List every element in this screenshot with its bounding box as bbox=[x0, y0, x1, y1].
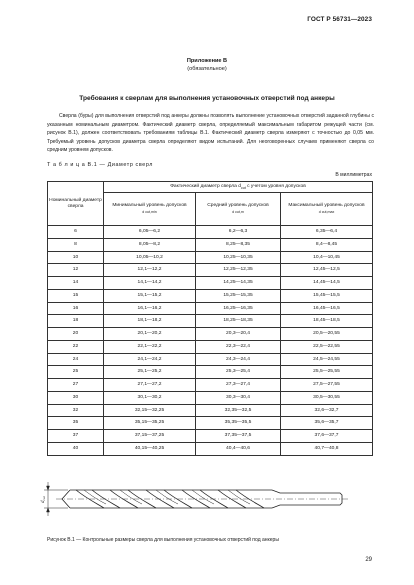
dimension-label: $d_{cut}$ bbox=[41, 496, 46, 503]
cell-min: 30,1—30,2 bbox=[104, 391, 196, 404]
cell-nominal: 8 bbox=[48, 238, 104, 251]
cell-min: 20,1—20,2 bbox=[104, 328, 196, 341]
cell-mid: 30,3—30,4 bbox=[196, 391, 281, 404]
drill-diagram bbox=[40, 468, 374, 530]
cell-max: 16,45—16,5 bbox=[281, 302, 373, 315]
annex-status: (обязательное) bbox=[187, 66, 227, 72]
cell-nominal: 15 bbox=[48, 289, 104, 302]
cell-max: 20,5—20,55 bbox=[281, 328, 373, 341]
cell-max: 35,6—35,7 bbox=[281, 417, 373, 430]
cell-nominal: 35 bbox=[48, 417, 104, 430]
table-row bbox=[48, 417, 373, 430]
cell-nominal: 37 bbox=[48, 430, 104, 443]
table-row bbox=[48, 289, 373, 302]
table-body bbox=[48, 226, 373, 456]
cell-min: 15,1—15,2 bbox=[104, 289, 196, 302]
cell-max: 40,7—40,8 bbox=[281, 442, 373, 455]
cell-min: 18,1—18,2 bbox=[104, 315, 196, 328]
cell-min: 37,15—37,25 bbox=[104, 430, 196, 443]
cell-nominal: 32 bbox=[48, 404, 104, 417]
cell-mid: 20,3—20,4 bbox=[196, 328, 281, 341]
cell-mid: 40,4—40,6 bbox=[196, 442, 281, 455]
cell-nominal: 14 bbox=[48, 277, 104, 290]
table-row bbox=[48, 226, 373, 239]
cell-nominal: 27 bbox=[48, 379, 104, 392]
cell-max: 30,5—30,55 bbox=[281, 391, 373, 404]
section-title: Требования к сверлам для выполнения установочных отверстий под анкеры bbox=[79, 95, 335, 102]
cell-nominal: 18 bbox=[48, 315, 104, 328]
cell-mid: 8,25—8,35 bbox=[196, 238, 281, 251]
cell-max: 8,4—8,45 bbox=[281, 238, 373, 251]
cell-min: 8,05—8,2 bbox=[104, 238, 196, 251]
cell-mid: 18,25—18,35 bbox=[196, 315, 281, 328]
cell-min: 16,1—16,2 bbox=[104, 302, 196, 315]
cell-nominal: 16 bbox=[48, 302, 104, 315]
cell-max: 37,6—37,7 bbox=[281, 430, 373, 443]
cell-max: 10,4—10,45 bbox=[281, 251, 373, 264]
table-row bbox=[48, 391, 373, 404]
table-row bbox=[48, 366, 373, 379]
cell-max: 32,6—32,7 bbox=[281, 404, 373, 417]
table-row bbox=[48, 264, 373, 277]
col-header-max bbox=[281, 193, 373, 226]
cell-nominal: 6 bbox=[48, 226, 104, 239]
cell-mid: 16,25—16,35 bbox=[196, 302, 281, 315]
col-header-mid-sub: d cut,m bbox=[232, 209, 244, 214]
cell-mid: 25,3—25,4 bbox=[196, 366, 281, 379]
annex-title: Приложение В bbox=[186, 58, 228, 64]
cell-max: 27,5—27,55 bbox=[281, 379, 373, 392]
cell-mid: 35,35—35,5 bbox=[196, 417, 281, 430]
cell-nominal: 20 bbox=[48, 328, 104, 341]
cell-min: 25,1—25,2 bbox=[104, 366, 196, 379]
cell-nominal: 12 bbox=[48, 264, 104, 277]
table-row bbox=[48, 302, 373, 315]
cell-mid: 14,25—14,35 bbox=[196, 277, 281, 290]
standard-number: ГОСТ Р 56731—2023 bbox=[307, 16, 372, 23]
col-header-mid-text: Средний уровень допусков bbox=[207, 202, 269, 208]
table-unit: В миллиметрах bbox=[335, 172, 372, 178]
cell-min: 22,1—22,2 bbox=[104, 340, 196, 353]
col-header-min-sub: d cut,min bbox=[142, 209, 157, 214]
table-row bbox=[48, 340, 373, 353]
cell-min: 10,05—10,2 bbox=[104, 251, 196, 264]
cell-min: 24,1—24,2 bbox=[104, 353, 196, 366]
cell-mid: 37,35—37,5 bbox=[196, 430, 281, 443]
page-number: 29 bbox=[365, 557, 372, 563]
body-paragraph: Сверла (буры) для выполнения отверстий под анкеры должны позволять выполнение установочных отверстий заданной глубины с указанным номинальным диаметром. Фактический диаметр сверла, определяемый максимальным габаритом режущей части (см. рисунок В.1), должен соответствовать требованиям таблицы В.1. Фактический диаметр сверла измеряют с точностью до 0,05 мм. Требуемый уровень допусков диаметра сверла определяют видом испытаний. Для неоговоренных случаев применяют сверла со средним уровнем допусков. bbox=[47, 113, 374, 154]
table-row bbox=[48, 353, 373, 366]
cell-mid: 22,3—22,4 bbox=[196, 340, 281, 353]
cell-mid: 6,2—6,3 bbox=[196, 226, 281, 239]
group-header-text: Фактический диаметр сверла d bbox=[170, 183, 241, 189]
col-header-mid bbox=[196, 193, 281, 226]
cell-mid: 10,25—10,35 bbox=[196, 251, 281, 264]
cell-max: 14,45—14,5 bbox=[281, 277, 373, 290]
cell-nominal: 25 bbox=[48, 366, 104, 379]
table-row bbox=[48, 315, 373, 328]
col-header-nominal-text: Номинальный диаметр сверла bbox=[49, 197, 102, 209]
cell-min: 40,15—40,25 bbox=[104, 442, 196, 455]
cell-max: 6,35—6,4 bbox=[281, 226, 373, 239]
table-row bbox=[48, 442, 373, 455]
cell-nominal: 10 bbox=[48, 251, 104, 264]
cell-nominal: 24 bbox=[48, 353, 104, 366]
cell-mid: 32,35—32,5 bbox=[196, 404, 281, 417]
cell-max: 22,5—22,55 bbox=[281, 340, 373, 353]
col-header-min-text: Минимальный уровень допусков bbox=[112, 202, 187, 208]
table-row bbox=[48, 404, 373, 417]
cell-max: 18,45—18,5 bbox=[281, 315, 373, 328]
cell-max: 12,45—12,5 bbox=[281, 264, 373, 277]
cell-min: 14,1—14,2 bbox=[104, 277, 196, 290]
drill-diameter-table bbox=[47, 181, 373, 456]
table-row bbox=[48, 328, 373, 341]
col-header-nominal bbox=[48, 182, 104, 226]
col-group-header bbox=[104, 182, 373, 193]
cell-min: 27,1—27,2 bbox=[104, 379, 196, 392]
cell-nominal: 22 bbox=[48, 340, 104, 353]
group-header-tail: с учетом уровня допусков bbox=[245, 183, 306, 189]
table-caption: Т а б л и ц а В.1 — Диаметр сверл bbox=[47, 162, 153, 168]
cell-min: 6,05—6,2 bbox=[104, 226, 196, 239]
table-row bbox=[48, 277, 373, 290]
figure-caption: Рисунок В.1 — Контрольные размеры сверла для выполнения установочных отверстий под анкеры bbox=[47, 537, 279, 543]
cell-nominal: 40 bbox=[48, 442, 104, 455]
cell-max: 25,5—25,55 bbox=[281, 366, 373, 379]
table-row bbox=[48, 430, 373, 443]
col-header-max-text: Максимальный уровень допусков bbox=[288, 202, 365, 208]
col-header-min bbox=[104, 193, 196, 226]
table-row bbox=[48, 379, 373, 392]
cell-min: 12,1—12,2 bbox=[104, 264, 196, 277]
cell-mid: 12,25—12,35 bbox=[196, 264, 281, 277]
drill-bit-drawing bbox=[56, 490, 350, 508]
cell-min: 35,15—35,25 bbox=[104, 417, 196, 430]
cell-mid: 27,3—27,4 bbox=[196, 379, 281, 392]
cell-mid: 24,3—24,4 bbox=[196, 353, 281, 366]
group-header-sub: cut bbox=[240, 185, 246, 190]
cell-min: 32,15—32,25 bbox=[104, 404, 196, 417]
cell-max: 24,5—24,55 bbox=[281, 353, 373, 366]
cell-mid: 15,25—15,35 bbox=[196, 289, 281, 302]
cell-nominal: 30 bbox=[48, 391, 104, 404]
col-header-max-sub: d cut,max bbox=[318, 209, 335, 214]
table-row bbox=[48, 238, 373, 251]
cell-max: 15,45—15,5 bbox=[281, 289, 373, 302]
table-row bbox=[48, 251, 373, 264]
